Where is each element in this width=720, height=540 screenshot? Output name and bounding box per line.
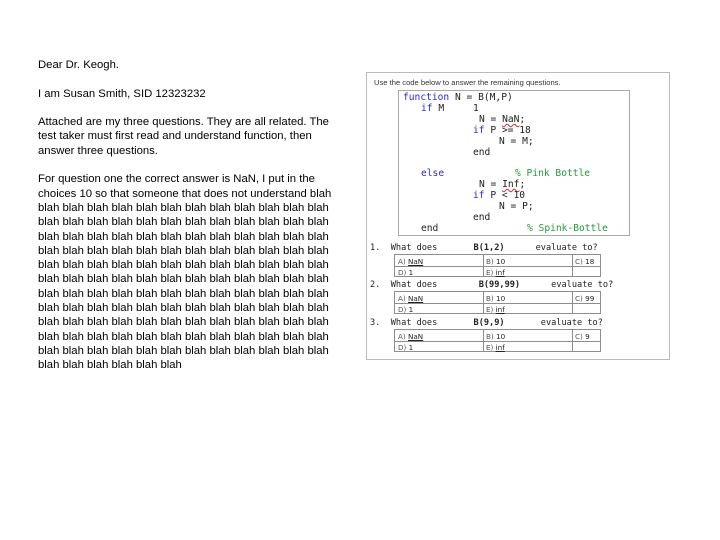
code-keyword: function: [403, 92, 450, 103]
question-prefix: What does: [390, 243, 438, 253]
choice-b[interactable]: [486, 332, 505, 341]
choice-value: NaN: [408, 294, 424, 303]
intro-line: I am Susan Smith, SID 12323232: [38, 87, 206, 100]
question-suffix: evaluate to?: [535, 243, 598, 253]
code-keyword: if: [421, 103, 433, 114]
choice-letter: E): [486, 268, 494, 277]
code-text: P < 10: [484, 190, 525, 201]
code-line-9: [473, 190, 525, 201]
choice-b[interactable]: [486, 257, 505, 266]
choice-letter: D): [398, 343, 407, 352]
code-comment-2: % Spink-Bottle: [527, 223, 608, 234]
choice-b[interactable]: [486, 294, 505, 303]
question-1-choices: [394, 254, 601, 277]
question-number: 2.: [370, 280, 381, 290]
code-line-2: [421, 103, 479, 114]
code-text: ;: [519, 179, 526, 190]
question-prefix: What does: [390, 318, 438, 328]
choice-letter: A): [398, 332, 406, 341]
choice-letter: B): [486, 257, 494, 266]
question-1-prompt: [370, 243, 598, 253]
choice-a[interactable]: [398, 294, 423, 303]
code-text: N =: [479, 179, 503, 190]
choice-value: 1: [408, 268, 414, 277]
question-call: B(99,99): [478, 280, 521, 290]
figure-instructions: Use the code below to answer the remaining questions.: [374, 78, 561, 87]
choice-value: 10: [496, 332, 506, 341]
choice-d[interactable]: [398, 268, 413, 277]
code-block: [398, 90, 630, 236]
question-3-prompt: [370, 318, 603, 328]
choice-e[interactable]: [486, 343, 505, 352]
code-text: M 1: [432, 103, 479, 114]
choice-value: inf: [495, 343, 505, 352]
question-2-choices: [394, 291, 601, 314]
choice-letter: A): [398, 294, 406, 303]
code-line-12: end: [421, 223, 439, 234]
choice-letter: E): [486, 305, 494, 314]
question-call: B(9,9): [473, 318, 505, 328]
question-2-prompt: [370, 280, 613, 290]
choice-letter: C): [575, 294, 583, 303]
code-line-11: end: [473, 212, 491, 223]
choice-d[interactable]: [398, 305, 413, 314]
question-3-choices: [394, 329, 601, 352]
choice-letter: D): [398, 268, 407, 277]
greeting: Dear Dr. Keogh.: [38, 59, 120, 71]
code-line-6: end: [473, 147, 491, 158]
choice-value: inf: [495, 305, 505, 314]
code-value: Inf: [502, 179, 520, 190]
question-suffix: evaluate to?: [540, 318, 603, 328]
choice-c[interactable]: [575, 332, 590, 341]
choice-e[interactable]: [486, 268, 505, 277]
code-comment-1: % Pink Bottle: [515, 168, 591, 179]
code-keyword: if: [473, 125, 485, 136]
choice-c[interactable]: [575, 257, 594, 266]
code-keyword: else: [421, 168, 445, 179]
choice-d[interactable]: [398, 343, 413, 352]
choice-value: 18: [585, 257, 595, 266]
choice-value: inf: [495, 268, 505, 277]
choice-letter: D): [398, 305, 407, 314]
choice-e[interactable]: [486, 305, 505, 314]
question-call: B(1,2): [473, 243, 505, 253]
choice-letter: A): [398, 257, 406, 266]
choice-value: 9: [585, 332, 590, 341]
question-suffix: evaluate to?: [551, 280, 614, 290]
choice-letter: C): [575, 332, 583, 341]
code-text: N =: [479, 114, 503, 125]
code-line-10: N = P;: [499, 201, 534, 212]
choice-a[interactable]: [398, 332, 423, 341]
choice-value: NaN: [408, 257, 424, 266]
code-text: N = B(M,P): [449, 92, 513, 103]
code-line-8: [479, 179, 525, 190]
choice-value: 10: [496, 257, 506, 266]
question-figure: [366, 72, 670, 360]
code-value: NaN: [502, 114, 520, 125]
question-prefix: What does: [390, 280, 438, 290]
paragraph-answer-explanation: For question one the correct answer is NaN, I put in the choices 10 so that someone that does not understand blah blah blah blah blah blah blah blah blah blah blah blah blah blah blah blah blah blah blah blah blah blah blah blah blah blah blah blah blah blah blah blah blah blah blah blah blah blah blah blah blah blah blah blah blah blah blah blah blah blah blah blah blah blah blah blah blah blah blah blah blah blah blah blah blah blah blah blah blah blah blah blah blah blah blah blah blah blah blah blah blah blah blah blah blah blah blah blah blah blah blah blah blah blah blah blah blah blah blah blah blah blah blah blah blah blah blah blah blah blah blah blah blah blah blah blah blah blah blah blah blah blah blah blah blah blah blah blah blah blah blah blah blah blah blah blah blah blah blah: [38, 173, 332, 372]
paragraph-questions: Attached are my three questions. They are all related. The test taker must first read and understand function, then answer three questions.: [38, 116, 329, 157]
choice-letter: E): [486, 343, 494, 352]
question-number: 1.: [370, 243, 381, 253]
choice-letter: C): [575, 257, 583, 266]
code-text: P >= 18: [484, 125, 531, 136]
code-line-3: [479, 114, 525, 125]
code-line-4: [473, 125, 531, 136]
choice-value: 1: [408, 343, 414, 352]
choice-c[interactable]: [575, 294, 594, 303]
choice-value: 1: [408, 305, 414, 314]
choice-letter: B): [486, 294, 494, 303]
code-line-5: N = M;: [499, 136, 534, 147]
choice-a[interactable]: [398, 257, 423, 266]
choice-value: 99: [585, 294, 595, 303]
letter-text: [38, 58, 338, 387]
code-text: ;: [519, 114, 526, 125]
choice-letter: B): [486, 332, 494, 341]
question-number: 3.: [370, 318, 381, 328]
code-line-7: [421, 168, 444, 179]
code-keyword: if: [473, 190, 485, 201]
choice-value: NaN: [408, 332, 424, 341]
code-line-1: [403, 92, 513, 103]
choice-value: 10: [496, 294, 506, 303]
